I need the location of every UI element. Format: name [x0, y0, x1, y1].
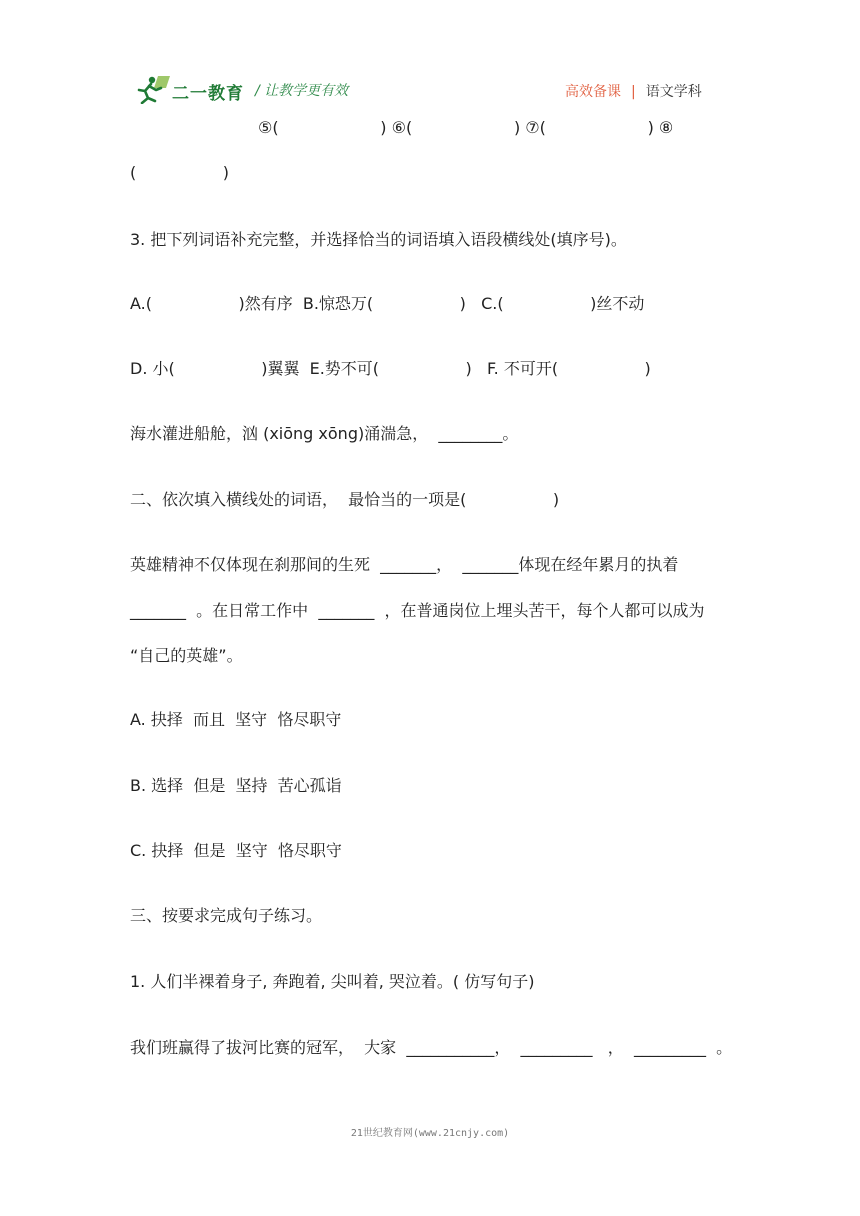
- logo-text: 二一教育: [172, 84, 244, 104]
- slogan: / 让教学更有效: [255, 83, 349, 99]
- fill-in-sentence: 海水灌进船舱，汹 (xiōng xōng)涌湍急， ________。: [130, 424, 519, 443]
- brand-logo: [136, 74, 248, 106]
- page-footer: 21世纪教育网(www.21cnjy.com): [350, 1128, 510, 1139]
- idiom-options-row-1: A.( )然有序 B.惊恐万( ) C.( )丝不动: [130, 294, 645, 313]
- choice-a: A. 抉择 而且 坚守 恪尽职守: [130, 710, 342, 729]
- choice-c: C. 抉择 但是 坚守 恪尽职守: [130, 841, 342, 860]
- answer-blanks-row: ⑤( ) ⑥( ) ⑦( ) ⑧: [258, 118, 674, 137]
- answer-blank-continued: ( ): [130, 163, 229, 182]
- header-separator: |: [631, 84, 636, 100]
- running-person-logo-icon: [136, 74, 172, 104]
- passage-line-1: 英雄精神不仅体现在刹那间的生死 _______， _______体现在经年累月的执着: [130, 555, 679, 574]
- exercise-1-answer-line: 我们班赢得了拔河比赛的冠军， 大家 ___________， _________ ， _________ 。: [130, 1038, 733, 1057]
- header-subject: [565, 81, 702, 101]
- exercise-1-prompt: 1. 人们半裸着身子, 奔跑着, 尖叫着, 哭泣着。( 仿写句子): [130, 972, 535, 991]
- header-tag-prep: 高效备课: [565, 84, 621, 100]
- section-2-heading: 二、依次填入横线处的词语， 最恰当的一项是( ): [130, 490, 560, 509]
- header-tag-subject: 语文学科: [645, 84, 702, 100]
- idiom-options-row-2: D. 小( )翼翼 E.势不可( ) F. 不可开( ): [130, 359, 651, 378]
- choice-b: B. 选择 但是 坚持 苦心孤诣: [130, 776, 342, 795]
- page-header: [0, 0, 860, 110]
- passage-line-2: _______ 。在日常工作中 _______ ，在普通岗位上埋头苦干，每个人都可以成为: [130, 601, 705, 620]
- passage-line-3: “自己的英雄”。: [130, 646, 243, 665]
- section-3-heading: 三、按要求完成句子练习。: [130, 906, 323, 925]
- question-3-prompt: 3. 把下列词语补充完整，并选择恰当的词语填入语段横线处(填序号)。: [130, 230, 627, 249]
